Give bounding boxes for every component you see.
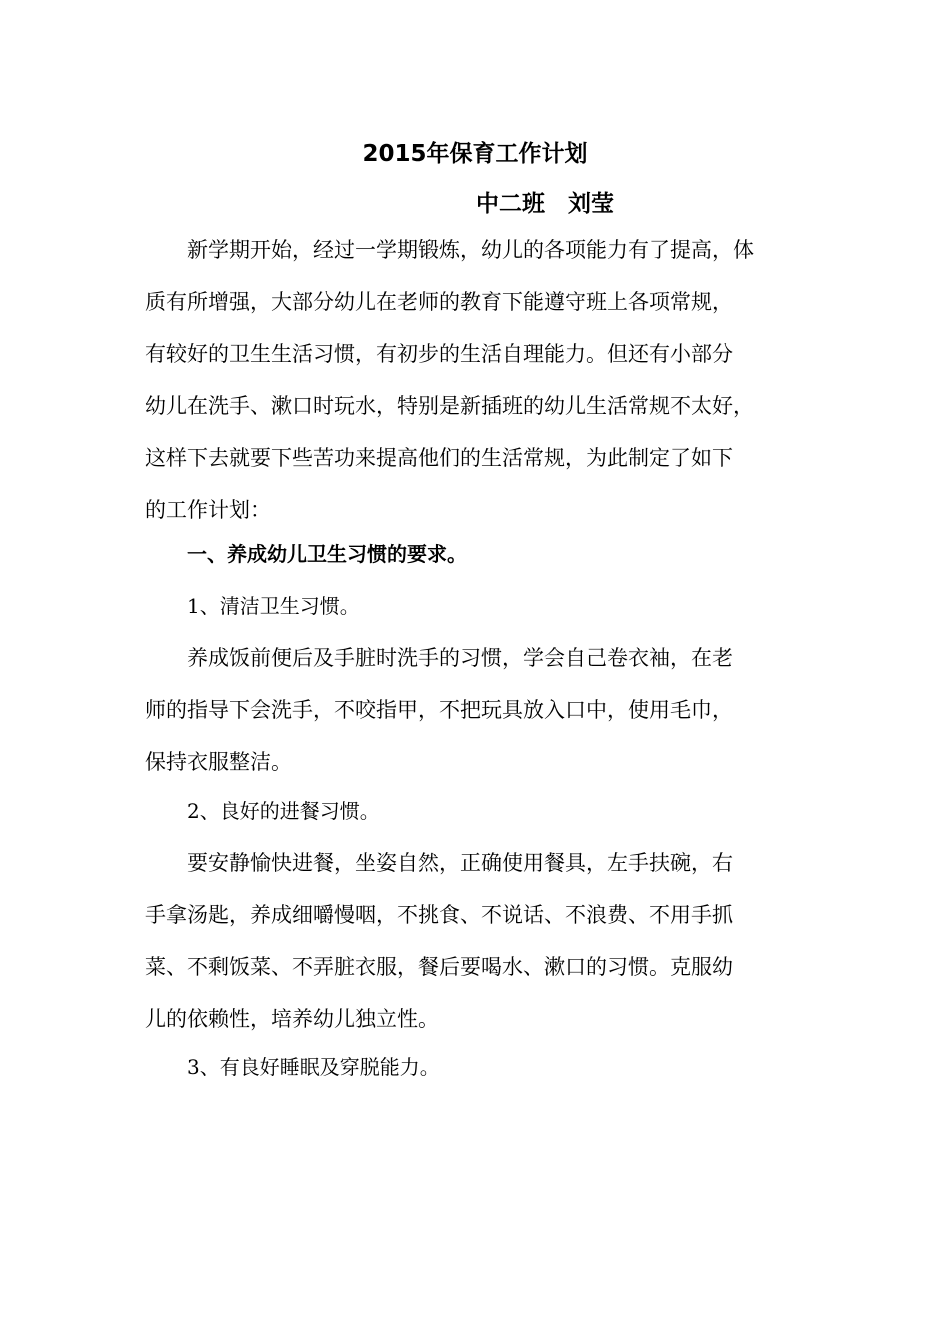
item2-line: 手拿汤匙，养成细嚼慢咽，不挑食、不说话、不浪费、不用手抓 [145, 903, 733, 927]
item1-line: 养成饭前便后及手脏时洗手的习惯，学会自己卷衣袖，在老 [187, 646, 733, 670]
intro-paragraph [145, 224, 810, 536]
item-title: 3、有良好睡眠及穿脱能力。 [187, 1055, 440, 1079]
intro-line: 这样下去就要下些苦功来提高他们的生活常规，为此制定了如下 [145, 446, 733, 470]
document-subtitle: 中二班 刘莹 [476, 191, 614, 217]
intro-line: 幼儿在洗手、漱口时玩水，特别是新插班的幼儿生活常规不太好， [145, 394, 754, 418]
item-title: 1、清洁卫生习惯。 [187, 594, 360, 618]
item2-line: 儿的依赖性，培养幼儿独立性。 [145, 1007, 439, 1031]
intro-line: 质有所增强，大部分幼儿在老师的教育下能遵守班上各项常规， [145, 290, 733, 314]
item2-line: 菜、不剩饭菜、不弄脏衣服，餐后要喝水、漱口的习惯。克服幼 [145, 955, 733, 979]
section-heading: 一、养成幼儿卫生习惯的要求。 [187, 542, 467, 566]
item-title: 2、良好的进餐习惯。 [187, 799, 380, 823]
item1-line: 师的指导下会洗手，不咬指甲，不把玩具放入口中，使用毛巾， [145, 698, 733, 722]
intro-line: 有较好的卫生生活习惯，有初步的生活自理能力。但还有小部分 [145, 342, 733, 366]
intro-line: 新学期开始，经过一学期锻炼，幼儿的各项能力有了提高，体 [187, 238, 754, 262]
item2-paragraph [145, 837, 810, 1045]
item2-line: 要安静愉快进餐，坐姿自然，正确使用餐具，左手扶碗，右 [187, 851, 733, 875]
intro-line: 的工作计划： [145, 498, 271, 522]
item1-paragraph [145, 632, 810, 788]
item1-line: 保持衣服整洁。 [145, 750, 292, 774]
document-title: 2015年保育工作计划 [362, 141, 588, 167]
